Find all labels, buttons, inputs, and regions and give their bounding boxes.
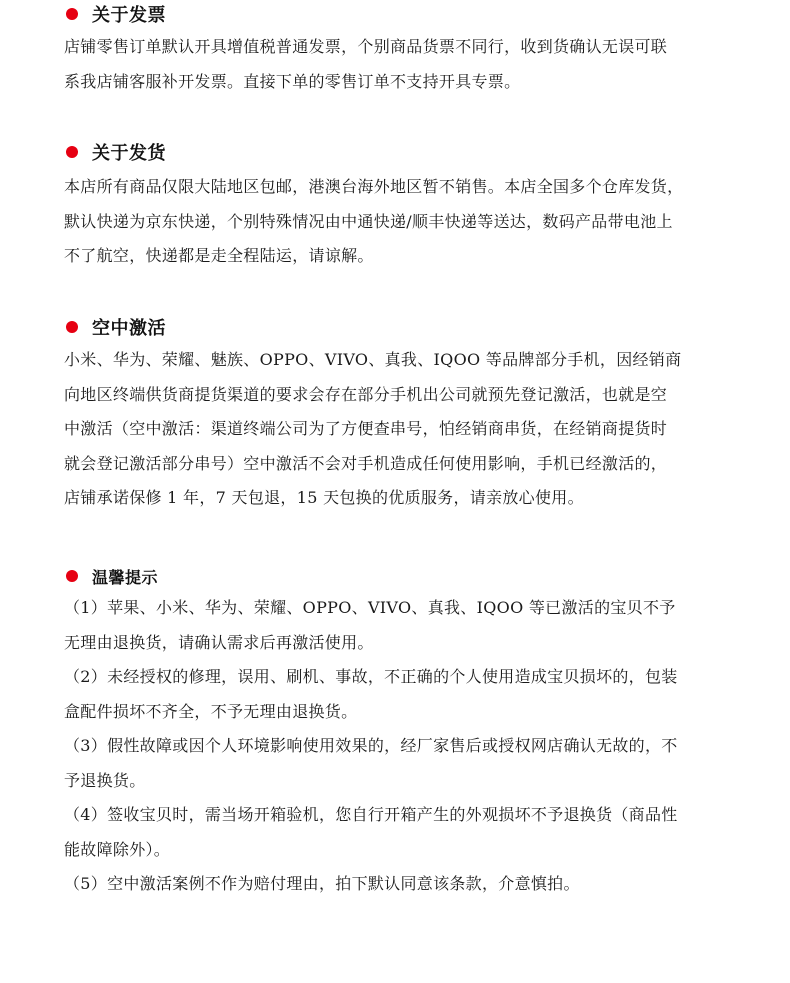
activation-section [64, 314, 744, 516]
tips-line: （3）假性故障或因个人环境影响使用效果的，经厂家售后或授权网店确认无故的，不 [64, 736, 678, 755]
activation-body [64, 343, 744, 516]
tips-line: 无理由退换货，请确认需求后再激活使用。 [64, 632, 374, 652]
invoice-line: 店铺零售订单默认开具增值税普通发票，个别商品货票不同行，收到货确认无误可联 [64, 37, 668, 56]
activation-line: 就会登记激活部分串号）空中激活不会对手机造成任何使用影响，手机已经激活的， [64, 453, 668, 473]
tips-line: （5）空中激活案例不作为赔付理由，拍下默认同意该条款，介意慎拍。 [64, 874, 580, 893]
red-dot-icon [66, 8, 78, 20]
red-dot-icon [66, 570, 78, 582]
invoice-heading [64, 1, 744, 27]
invoice-section [64, 1, 744, 99]
invoice-line: 系我店铺客服补开发票。直接下单的零售订单不支持开具专票。 [64, 71, 521, 91]
shipping-body [64, 170, 744, 274]
tips-line: （2）未经授权的修理，误用、刷机、事故，不正确的个人使用造成宝贝损坏的，包装 [64, 667, 678, 686]
tips-line: 盒配件损坏不齐全，不予无理由退换货。 [64, 701, 358, 721]
activation-line: 向地区终端供货商提货渠道的要求会存在部分手机出公司就预先登记激活，也就是空 [64, 384, 668, 404]
activation-line: 小米、华为、荣耀、魅族、OPPO、VIVO、真我、IQOO 等品牌部分手机，因经销商 [64, 350, 682, 369]
tips-line: （4）签收宝贝时，需当场开箱验机，您自行开箱产生的外观损坏不予退换货（商品性 [64, 805, 678, 824]
shipping-section [64, 139, 744, 274]
tips-line: 予退换货。 [64, 770, 146, 790]
tips-line: （1）苹果、小米、华为、荣耀、OPPO、VIVO、真我、IQOO 等已激活的宝贝不予 [64, 598, 676, 617]
activation-heading [64, 314, 744, 340]
activation-line: 店铺承诺保修 1 年，7 天包退，15 天包换的优质服务，请亲放心使用。 [64, 488, 584, 507]
invoice-title: 关于发票 [92, 5, 166, 26]
tips-line: 能故障除外）。 [64, 839, 171, 859]
shipping-line: 本店所有商品仅限大陆地区包邮，港澳台海外地区暂不销售。本店全国多个仓库发货， [64, 177, 684, 196]
tips-heading [64, 563, 744, 589]
red-dot-icon [66, 321, 78, 333]
activation-title: 空中激活 [92, 318, 166, 339]
invoice-body [64, 30, 744, 99]
activation-line: 中激活（空中激活：渠道终端公司为了方便查串号，怕经销商串货，在经销商提货时 [64, 419, 668, 438]
shipping-line: 不了航空，快递都是走全程陆运，请谅解。 [64, 246, 374, 265]
tips-section [64, 563, 744, 902]
tips-body [64, 591, 744, 902]
shipping-heading [64, 139, 744, 165]
tips-title: 温馨提示 [92, 567, 159, 587]
shipping-title: 关于发货 [92, 143, 166, 164]
red-dot-icon [66, 146, 78, 158]
shipping-line: 默认快递为京东快递，个别特殊情况由中通快递/顺丰快递等送达，数码产品带电池上 [64, 211, 673, 231]
